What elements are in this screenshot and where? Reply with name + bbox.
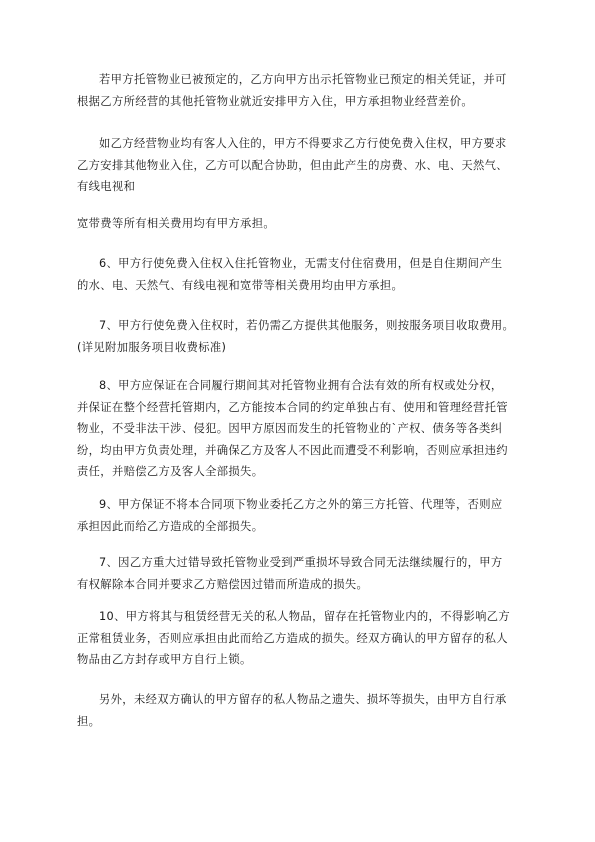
paragraph-clause-6 — [77, 253, 539, 296]
text-line: 如乙方经营物业均有客人入住的，甲方不得要求乙方行使免费入住权，甲方要求 — [99, 137, 507, 150]
paragraph-clause-10 — [77, 606, 539, 671]
text-line: 宽带费等所有相关费用均有甲方承担。 — [77, 217, 275, 230]
text-line: 7、甲方行使免费入住权时，若仍需乙方提供其他服务，则按服务项目收取费用。 — [99, 319, 515, 332]
paragraph-clause-8 — [77, 375, 539, 483]
paragraph-clause-7-services — [77, 315, 539, 358]
text-line: 10、甲方将其与租赁经营无关的私人物品，留存在托管物业内的，不得影响乙方 — [99, 610, 511, 623]
text-line: 并保证在整个经营托管期内，乙方能按本合同的约定单独占有、使用和管理经营托管 — [77, 400, 508, 414]
paragraph-occupancy — [77, 133, 539, 198]
text-line: 物品由乙方封存或甲方自行上锁。 — [77, 653, 252, 666]
paragraph-clause-9 — [77, 494, 539, 537]
text-line: 物业，不受非法干涉、侵犯。因甲方原因而发生的托管物业的`产权、债务等各类纠 — [77, 422, 503, 435]
text-line: 若甲方托管物业已被预定的，乙方向甲方出示托管物业已预定的相关凭证，并可 — [99, 73, 507, 86]
text-line: 9、甲方保证不将本合同项下物业委托乙方之外的第三方托管、代理等，否则应 — [99, 498, 503, 511]
text-line: 纷，均由甲方负责处理，并确保乙方及客人不因此而遭受不利影响，否则应承担违约 — [77, 443, 508, 457]
text-line: 正常租赁业务，否则应承担由此而给乙方造成的损失。经双方确认的甲方留存的私人 — [77, 631, 508, 645]
text-line: 乙方安排其他物业入住，乙方可以配合协助，但由此产生的房费、水、电、天然气、 — [77, 158, 508, 172]
text-line: 的水、电、天然气、有线电视和宽带等相关费用均由甲方承担。 — [77, 278, 404, 292]
text-line: (详见附加服务项目收费标准) — [77, 340, 227, 354]
text-line: 承担因此而给乙方造成的全部损失。 — [77, 519, 264, 533]
text-line: 根据乙方所经营的其他托管物业就近安排甲方入住，甲方承担物业经营差价。 — [77, 94, 473, 108]
paragraph-reservation — [77, 69, 539, 112]
paragraph-broadband-fees — [77, 213, 539, 235]
text-line: 担。 — [77, 714, 101, 728]
text-line: 另外，未经双方确认的甲方留存的私人物品之遗失、损坏等损失，由甲方自行承 — [99, 693, 507, 706]
paragraph-additional — [77, 689, 539, 732]
text-line: 有线电视和 — [77, 180, 136, 193]
text-line: 8、甲方应保证在合同履行期间其对托管物业拥有合法有效的所有权或处分权， — [99, 379, 503, 392]
text-line: 7、因乙方重大过错导致托管物业受到严重损坏导致合同无法继续履行的，甲方 — [99, 556, 503, 569]
text-line: 责任，并赔偿乙方及客人全部损失。 — [77, 465, 264, 478]
text-line: 6、甲方行使免费入住权入住托管物业，无需支付住宿费用，但是自住期间产生 — [99, 257, 503, 270]
text-line: 有权解除本合同并要求乙方赔偿因过错而所造成的损失。 — [77, 577, 369, 591]
paragraph-clause-7-termination — [77, 552, 539, 595]
